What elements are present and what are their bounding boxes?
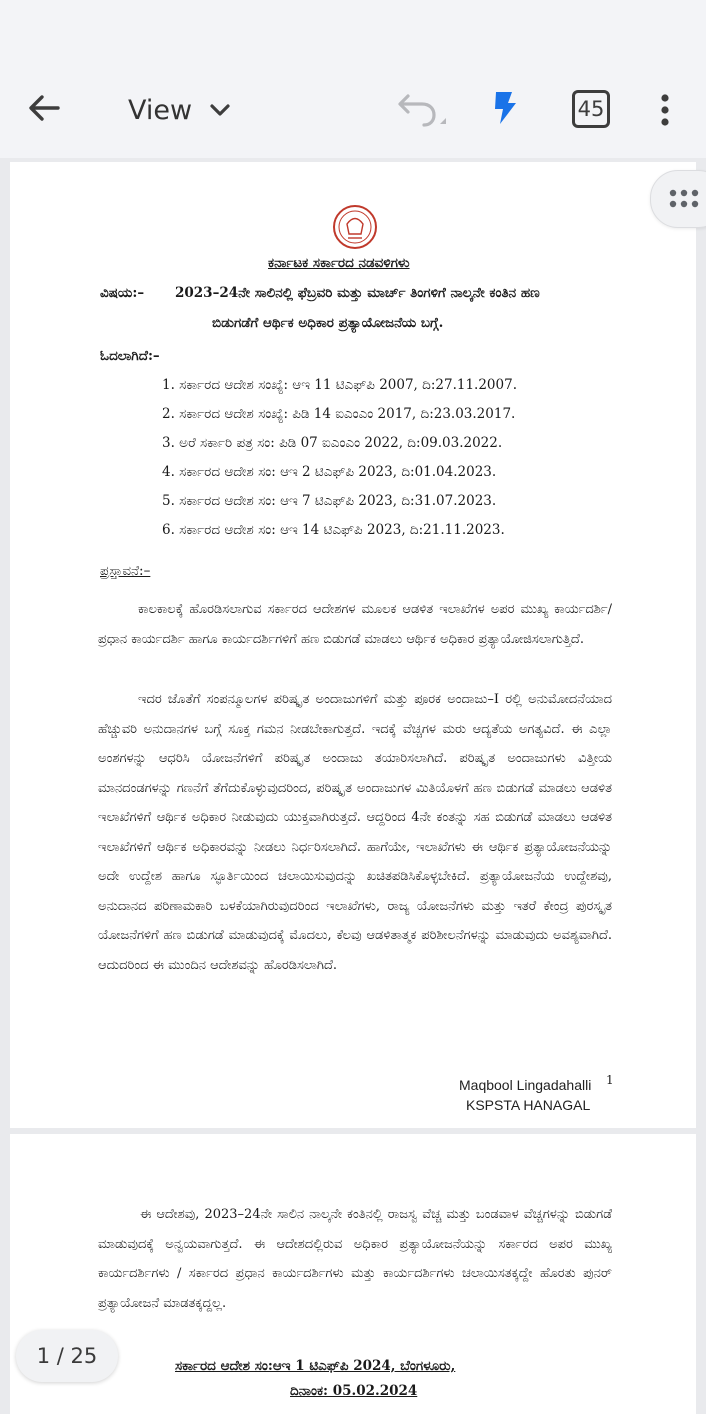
undo-button[interactable]: [396, 88, 448, 132]
reference-item: 5. ಸರ್ಕಾರದ ಆದೇಶ ಸಂ: ಆಇ 7 ಟಿಎಫ್‌ಪಿ 2023, ದಿ:31.07.2023.: [162, 493, 497, 509]
drag-handle[interactable]: [650, 170, 706, 228]
order-paragraph: ಈ ಆದೇಶವು, 2023–24ನೇ ಸಾಲಿನ ನಾಲ್ಕನೇ ಕಂತಿನಲ್ಲಿ ರಾಜಸ್ವ ವೆಚ್ಚ ಮತ್ತು ಬಂಡವಾಳ ವೆಚ್ಚಗಳನ್ನು ಬಿಡುಗಡೆ ಮಾಡುವುದಕ್ಕೆ ಅನ್ವಯವಾಗುತ್ತದೆ. ಈ ಆದೇಶದಲ್ಲಿರುವ ಅಧಿಕಾರ ಪ್ರತ್ಯಾಯೋಜನೆಯನ್ನು ಸರ್ಕಾರದ ಅಪರ ಮುಖ್ಯ ಕಾರ್ಯದರ್ಶಿಗಳು / ಸರ್ಕಾರದ ಪ್ರಧಾನ ಕಾರ್ಯದರ್ಶಿಗಳು ಮತ್ತು ಕಾರ್ಯದರ್ಶಿಗಳು ಚಲಾಯಿಸತಕ್ಕದ್ದೇ ಹೊರತು ಪುನರ್ ಪ್ರತ್ಯಾಯೋಜನೆ ಮಾಡತಕ್ಕದ್ದಲ್ಲ.: [98, 1207, 612, 1311]
reference-item: 3. ಅರೆ ಸರ್ಕಾರಿ ಪತ್ರ ಸಂ: ಪಿಡಿ 07 ಐಎಂಎಂ 2022, ದಿ:09.03.2022.: [162, 435, 503, 451]
order-number: ಸರ್ಕಾರದ ಆದೇಶ ಸಂ:ಆಇ 1 ಟಿಎಫ್‌ಪಿ 2024, ಬೆಂಗಳೂರು,: [175, 1358, 456, 1374]
status-bar: [0, 0, 706, 62]
reference-item: 1. ಸರ್ಕಾರದ ಆದೇಶ ಸಂಖ್ಯೆ: ಆಇ 11 ಟಿಎಫ್‌ಪಿ 2007, ದಿ:27.11.2007.: [162, 377, 517, 393]
reference-item: 6. ಸರ್ಕಾರದ ಆದೇಶ ಸಂ: ಆಇ 14 ಟಿಎಫ್‌ಪಿ 2023, ದಿ:21.11.2023.: [162, 522, 505, 538]
more-vert-icon: [650, 90, 680, 130]
signature-organization: KSPSTA HANAGAL: [466, 1097, 591, 1113]
document-heading: ಕರ್ನಾಟಕ ಸರ್ಕಾರದ ನಡವಳಿಗಳು: [268, 255, 410, 271]
page-footer-number: 1: [606, 1073, 614, 1087]
subject-line-1: 2023–24ನೇ ಸಾಲಿನಲ್ಲಿ ಫೆಬ್ರವರಿ ಮತ್ತು ಮಾರ್ಚ್ ತಿಂಗಳಿಗೆ ನಾಲ್ಕನೇ ಕಂತಿನ ಹಣ: [175, 285, 540, 301]
karnataka-emblem-icon: [331, 204, 379, 250]
order-date: ದಿನಾಂಕ: 05.02.2024: [290, 1383, 418, 1399]
top-toolbar: [0, 62, 706, 158]
more-options-button[interactable]: [650, 90, 680, 130]
page-indicator[interactable]: 1 / 25: [16, 1330, 118, 1382]
grid-dots-icon: [651, 171, 706, 227]
reference-item: 4. ಸರ್ಕಾರದ ಆದೇಶ ಸಂ: ಆಇ 2 ಟಿಎಫ್‌ಪಿ 2023, ದಿ:01.04.2023.: [162, 464, 497, 480]
preamble-label: ಪ್ರಸ್ತಾವನೆ:–: [100, 563, 151, 579]
subject-label: ವಿಷಯ:–: [100, 285, 145, 301]
preamble-paragraph-2: ಇದರ ಜೊತೆಗೆ ಸಂಪನ್ಮೂಲಗಳ ಪರಿಷ್ಕೃತ ಅಂದಾಜುಗಳಿಗೆ ಮತ್ತು ಪೂರಕ ಅಂದಾಜು–I ರಲ್ಲಿ ಅನುಮೋದನೆಯಾದ ಹೆಚ್ಚುವರಿ ಅನುದಾನಗಳ ಬಗ್ಗೆ ಸೂಕ್ತ ಗಮನ ನೀಡಬೇಕಾಗುತ್ತದೆ. ಇದಕ್ಕೆ ವೆಚ್ಚಗಳ ಮರು ಆದ್ಯತೆಯ ಅಗತ್ಯವಿದೆ. ಈ ಎಲ್ಲಾ ಅಂಶಗಳನ್ನು ಆಧರಿಸಿ ಯೋಜನೆಗಳಿಗೆ ಪರಿಷ್ಕೃತ ಅಂದಾಜು ತಯಾರಿಸಲಾಗಿದೆ. ಪರಿಷ್ಕೃತ ಅಂದಾಜುಗಳು ವಿತ್ತೀಯ ಮಾನದಂಡಗಳನ್ನು ಗಣನೆಗೆ ತೆಗೆದುಕೊಳ್ಳುವುದರಿಂದ, ಪರಿಷ್ಕೃತ ಅಂದಾಜುಗಳ ಮಿತಿಯೊಳಗೆ ಹಣ ಬಿಡುಗಡೆ ಮಾಡಲು ಆಡಳಿತ ಇಲಾಖೆಗಳಿಗೆ ಆರ್ಥಿಕ ಅಧಿಕಾರ ನೀಡುವುದು ಯುಕ್ತವಾಗಿರುತ್ತದೆ. ಆದ್ದರಿಂದ 4ನೇ ಕಂತನ್ನು ಸಹ ಬಿಡುಗಡೆ ಮಾಡಲು ಆಡಳಿತ ಇಲಾಖೆಗಳಿಗೆ ಆರ್ಥಿಕ ಅಧಿಕಾರವನ್ನು ನೀಡಲು ನಿರ್ಧರಿಸಲಾಗಿದೆ. ಹಾಗೆಯೇ, ಇಲಾಖೆಗಳು ಈ ಆರ್ಥಿಕ ಪ್ರತ್ಯಾಯೋಜನೆಯನ್ನು ಅದೇ ಉದ್ದೇಶ ಹಾಗೂ ಸ್ಫೂರ್ತಿಯಿಂದ ಚಲಾಯಿಸುವುದನ್ನು ಖಚಿತಪಡಿಸಿಕೊಳ್ಳಬೇಕಿದೆ. ಪ್ರತ್ಯಾಯೋಜನೆಯ ಉದ್ದೇಶವು, ಅನುದಾನದ ಪರಿಣಾಮಕಾರಿ ಬಳಕೆಯಾಗಿರುವುದರಿಂದ ಇಲಾಖೆಗಳು, ರಾಜ್ಯ ಯೋಜನೆಗಳು ಮತ್ತು ಇತರೆ ಕೇಂದ್ರ ಪುರಸ್ಕೃತ ಯೋಜನೆಗಳಿಗೆ ಹಣ ಬಿಡುಗಡೆ ಮಾಡುವುದಕ್ಕೆ ಮೊದಲು, ಕೆಲವು ಆಡಳಿತಾತ್ಮಕ ಪರಿಶೀಲನೆಗಳನ್ನು ಮಾಡುವುದು ಅವಶ್ಯವಾಗಿದೆ. ಆದುದರಿಂದ ಈ ಮುಂದಿನ ಆದೇಶವನ್ನು ಹೊರಡಿಸಲಾಗಿದೆ.: [98, 692, 612, 973]
page-count-badge[interactable]: 45: [572, 90, 610, 128]
back-arrow-icon: [24, 88, 64, 128]
signature-name: Maqbool Lingadahalli: [459, 1077, 592, 1093]
reference-item: 2. ಸರ್ಕಾರದ ಆದೇಶ ಸಂಖ್ಯೆ: ಪಿಡಿ 14 ಐಎಂಎಂ 2017, ದಿ:23.03.2017.: [162, 406, 516, 422]
back-button[interactable]: [24, 88, 64, 128]
flash-button[interactable]: [490, 88, 522, 128]
subject-line-2: ಬಿಡುಗಡೆಗೆ ಆರ್ಥಿಕ ಅಧಿಕಾರ ಪ್ರತ್ಯಾಯೋಜನೆಯ ಬಗ್ಗೆ.: [212, 315, 444, 331]
read-label: ಓದಲಾಗಿದೆ:–: [100, 348, 160, 364]
flash-icon: [490, 88, 522, 128]
preamble-paragraph-1: ಕಾಲಕಾಲಕ್ಕೆ ಹೊರಡಿಸಲಾಗುವ ಸರ್ಕಾರದ ಆದೇಶಗಳ ಮೂಲಕ ಆಡಳಿತ ಇಲಾಖೆಗಳ ಅಪರ ಮುಖ್ಯ ಕಾರ್ಯದರ್ಶಿ/ ಪ್ರಧಾನ ಕಾರ್ಯದರ್ಶಿ ಹಾಗೂ ಕಾರ್ಯದರ್ಶಿಗಳಿಗೆ ಹಣ ಬಿಡುಗಡೆ ಮಾಡಲು ಆರ್ಥಿಕ ಅಧಿಕಾರ ಪ್ರತ್ಯಾಯೋಜಿಸಲಾಗುತ್ತಿದೆ.: [98, 602, 612, 647]
view-mode-dropdown[interactable]: [128, 90, 232, 130]
chevron-down-icon: [208, 102, 232, 118]
undo-icon: [396, 88, 448, 132]
view-label: View: [128, 94, 193, 126]
